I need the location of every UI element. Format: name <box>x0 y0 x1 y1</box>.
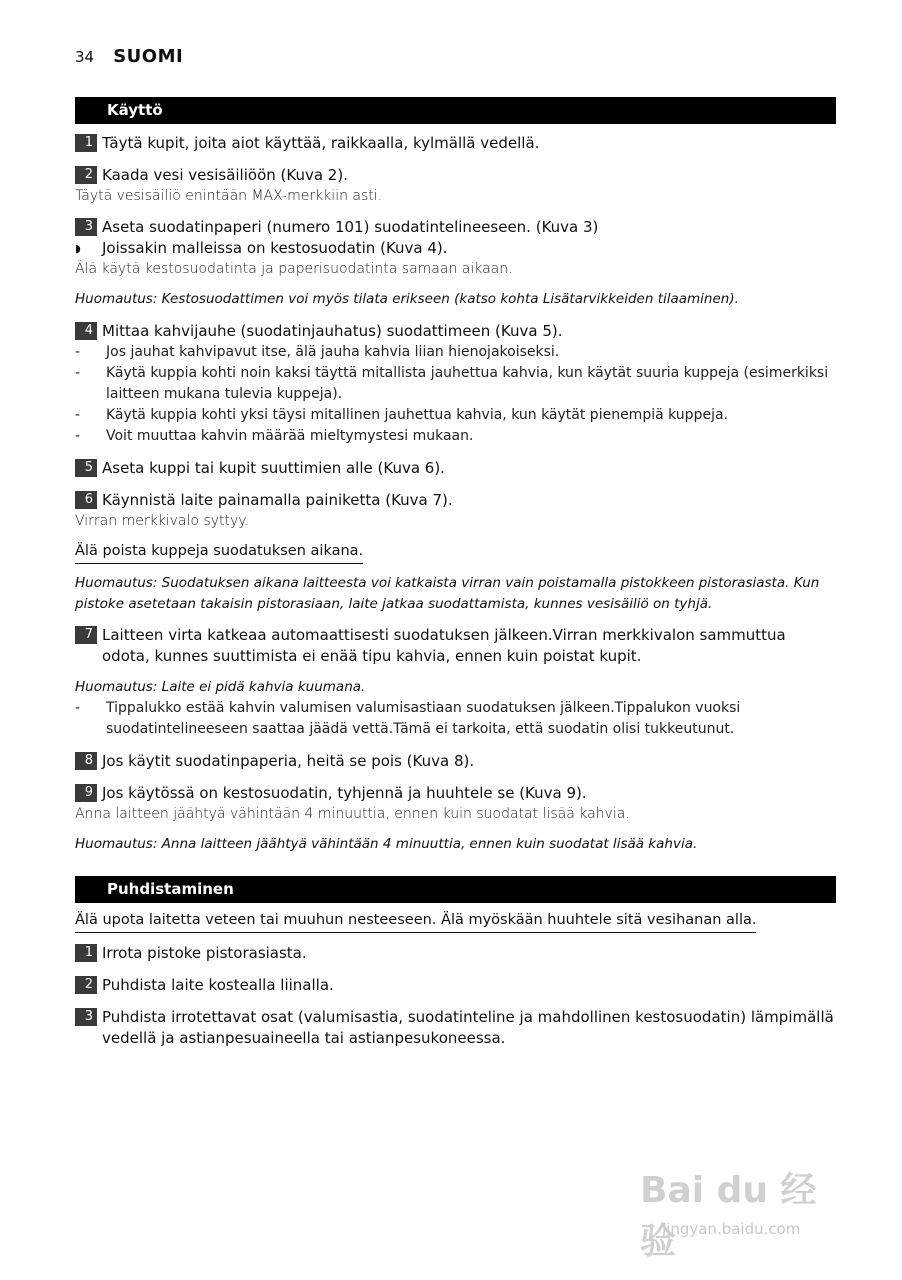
dash-text: Käytä kuppia kohti noin kaksi täyttä mitallista jauhettua kahvia, kun käytät suuria kuppeja (esimerkiksi laitteen mukana tulevia kuppeja). <box>106 365 829 402</box>
dash-item: - Voit muuttaa kahvin määrää mieltymystesi mukaan. <box>75 426 836 447</box>
step-number: 1 <box>75 944 97 962</box>
page-number: 34 <box>75 48 95 66</box>
note: Huomautus: Laite ei pidä kahvia kuumana. <box>75 679 366 695</box>
watermark-url: jingyan.baidu.com <box>662 1220 801 1238</box>
step-6 <box>75 490 836 511</box>
section-title-use: Käyttö <box>75 97 836 124</box>
step-text: Mittaa kahvijauhe (suodatinjauhatus) suodattimeen (Kuva 5). <box>102 322 563 340</box>
note: Huomautus: Kestosuodattimen voi myös tilata erikseen (katso kohta Lisätarvikkeiden tilaaminen). <box>75 291 739 307</box>
dash-item: - Käytä kuppia kohti yksi täysi mitallinen jauhettua kahvia, kun käytät pienempiä kuppeja. <box>75 405 836 426</box>
step-4 <box>75 321 836 342</box>
dash-text: Voit muuttaa kahvin määrää mieltymystesi mukaan. <box>106 428 474 444</box>
step-note: Anna laitteen jäähtyä vähintään 4 minuuttia, ennen kuin suodatat lisää kahvia. <box>75 806 630 822</box>
warning-text: Älä poista kuppeja suodatuksen aikana. <box>75 541 363 564</box>
watermark-logo: Bai du 经验 <box>640 1170 817 1262</box>
dash-text: Jos jauhat kahvipavut itse, älä jauha kahvia liian hienojakoiseksi. <box>106 344 560 360</box>
step-text: Aseta kuppi tai kupit suuttimien alle (Kuva 6). <box>102 459 445 477</box>
step-number: 6 <box>75 491 97 509</box>
step-number: 7 <box>75 626 97 644</box>
dash-text: Tippalukko estää kahvin valumisen valumisastiaan suodatuksen jälkeen.Tippalukon vuoksi suodatintelineeseen saattaa jäädä vettä.Tämä ei tarkoita, että suodatin olisi tukkeutunut. <box>106 700 741 737</box>
step-text: Täytä kupit, joita aiot käyttää, raikkaalla, kylmällä vedellä. <box>102 134 540 152</box>
step-number: 8 <box>75 752 97 770</box>
step-text: Jos käytössä on kestosuodatin, tyhjennä ja huuhtele se (Kuva 9). <box>102 784 587 802</box>
bullet-text: Joissakin malleissa on kestosuodatin (Kuva 4). <box>102 239 448 257</box>
step-number: 4 <box>75 322 97 340</box>
bullet-item <box>75 238 836 259</box>
watermark <box>640 1140 850 1260</box>
cleaning-step-3 <box>75 1007 836 1049</box>
step-text: Käynnistä laite painamalla painiketta (Kuva 7). <box>102 491 453 509</box>
dash-item: - Tippalukko estää kahvin valumisen valumisastiaan suodatuksen jälkeen.Tippalukon vuoksi suodatintelineeseen saattaa jäädä vettä.Tämä ei tarkoita, että suodatin olisi tukkeutunut. <box>75 698 836 740</box>
step-5 <box>75 458 836 479</box>
step-3 <box>75 217 836 238</box>
step-2 <box>75 165 836 186</box>
cleaning-step-2 <box>75 975 836 996</box>
cleaning-step-1 <box>75 943 836 964</box>
step-number: 9 <box>75 784 97 802</box>
step-note: Täytä vesisäiliö enintään MAX-merkkiin asti. <box>75 188 383 204</box>
step-number: 5 <box>75 459 97 477</box>
step-text: Laitteen virta katkeaa automaattisesti suodatuksen jälkeen.Virran merkkivalon sammuttua odota, kunnes suuttimista ei enää tipu kahvia, ennen kuin poistat kupit. <box>102 626 786 665</box>
step-text: Kaada vesi vesisäiliöön (Kuva 2). <box>102 166 348 184</box>
step-8 <box>75 751 836 772</box>
section-title-cleaning: Puhdistaminen <box>75 876 836 903</box>
step-note: Virran merkkivalo syttyy. <box>75 513 250 529</box>
page-content <box>75 97 836 1049</box>
step-number: 3 <box>75 1008 97 1026</box>
step-text: Jos käytit suodatinpaperia, heitä se pois (Kuva 8). <box>102 752 475 770</box>
step-number: 1 <box>75 134 97 152</box>
step-number: 2 <box>75 166 97 184</box>
page-language: SUOMI <box>113 46 184 67</box>
note: Huomautus: Suodatuksen aikana laitteesta voi katkaista virran vain poistamalla pistokkeen pistorasiasta. Kun pistoke asetetaan takaisin pistorasiaan, laite jatkaa suodattamista, kunnes vesisäiliö on tyhjä. <box>75 575 820 612</box>
step-7 <box>75 625 836 667</box>
warning-text: Älä upota laitetta veteen tai muuhun nesteeseen. Älä myöskään huuhtele sitä vesihanan alla. <box>75 910 756 933</box>
step-text: Aseta suodatinpaperi (numero 101) suodatintelineeseen. (Kuva 3) <box>102 218 599 236</box>
step-number: 2 <box>75 976 97 994</box>
dash-item: - Käytä kuppia kohti noin kaksi täyttä mitallista jauhettua kahvia, kun käytät suuria kuppeja (esimerkiksi laitteen mukana tulevia kuppeja). <box>75 363 836 405</box>
step-text: Puhdista laite kostealla liinalla. <box>102 976 334 994</box>
step-number: 3 <box>75 218 97 236</box>
dash-text: Käytä kuppia kohti yksi täysi mitallinen jauhettua kahvia, kun käytät pienempiä kuppeja. <box>106 407 728 423</box>
step-9 <box>75 783 836 804</box>
bullet-icon: ◗ <box>75 242 81 255</box>
step-note: Älä käytä kestosuodatinta ja paperisuodatinta samaan aikaan. <box>75 261 513 277</box>
note: Huomautus: Anna laitteen jäähtyä vähintään 4 minuuttia, ennen kuin suodatat lisää kahvia. <box>75 836 698 852</box>
page-header <box>75 46 183 70</box>
dash-item: - Jos jauhat kahvipavut itse, älä jauha kahvia liian hienojakoiseksi. <box>75 342 836 363</box>
step-text: Puhdista irrotettavat osat (valumisastia, suodatinteline ja mahdollinen kestosuodatin) lämpimällä vedellä ja astianpesuaineella tai astianpesukoneessa. <box>102 1008 834 1047</box>
step-1 <box>75 133 836 154</box>
step-text: Irrota pistoke pistorasiasta. <box>102 944 307 962</box>
